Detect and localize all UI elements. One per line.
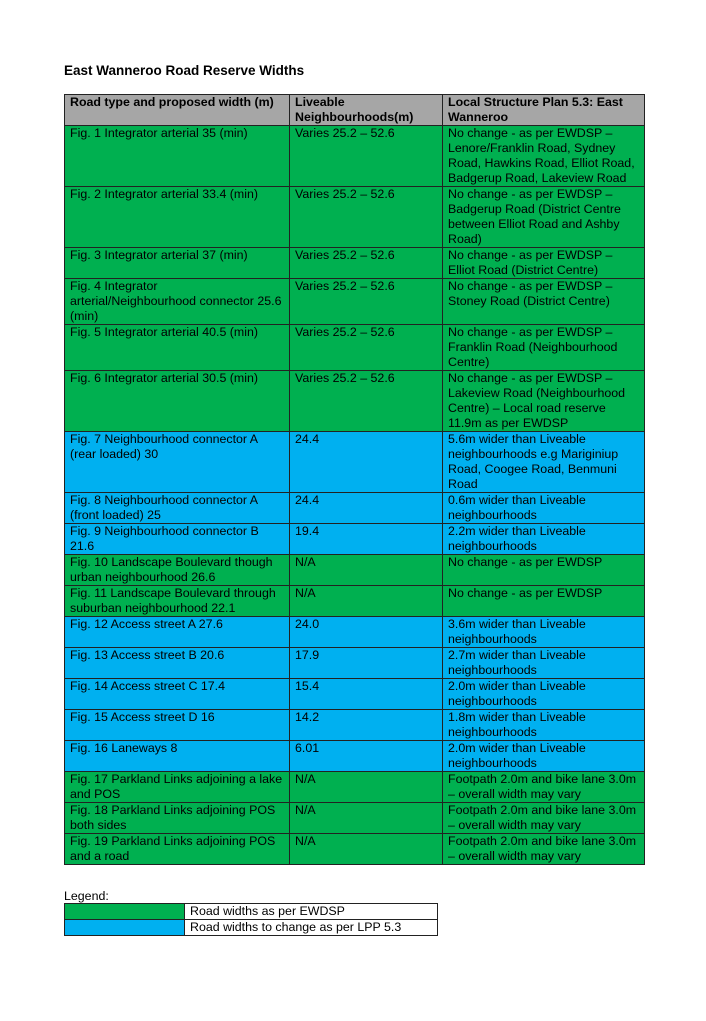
cell-lsp: 3.6m wider than Liveable neighbourhoods xyxy=(443,617,645,648)
cell-liveable: Varies 25.2 – 52.6 xyxy=(290,325,443,371)
cell-road-type: Fig. 2 Integrator arterial 33.4 (min) xyxy=(65,187,290,248)
legend-swatch-blue xyxy=(65,920,185,936)
cell-road-type: Fig. 12 Access street A 27.6 xyxy=(65,617,290,648)
cell-lsp: 2.7m wider than Liveable neighbourhoods xyxy=(443,648,645,679)
table-row xyxy=(65,126,645,187)
cell-lsp: 2.0m wider than Liveable neighbourhoods xyxy=(443,741,645,772)
header-local-structure-plan: Local Structure Plan 5.3: East Wanneroo xyxy=(443,95,645,126)
table-row xyxy=(65,617,645,648)
cell-lsp: No change - as per EWDSP – Stoney Road (District Centre) xyxy=(443,279,645,325)
cell-road-type: Fig. 6 Integrator arterial 30.5 (min) xyxy=(65,371,290,432)
legend-label: Road widths as per EWDSP xyxy=(185,904,438,920)
cell-road-type: Fig. 8 Neighbourhood connector A (front loaded) 25 xyxy=(65,493,290,524)
cell-road-type: Fig. 18 Parkland Links adjoining POS both sides xyxy=(65,803,290,834)
table-row xyxy=(65,648,645,679)
cell-road-type: Fig. 4 Integrator arterial/Neighbourhood connector 25.6 (min) xyxy=(65,279,290,325)
table-row xyxy=(65,432,645,493)
cell-liveable: N/A xyxy=(290,803,443,834)
cell-liveable: Varies 25.2 – 52.6 xyxy=(290,279,443,325)
cell-lsp: Footpath 2.0m and bike lane 3.0m – overall width may vary xyxy=(443,834,645,865)
cell-liveable: 24.4 xyxy=(290,432,443,493)
cell-lsp: No change - as per EWDSP – Badgerup Road (District Centre between Elliot Road and Ashby Road) xyxy=(443,187,645,248)
cell-road-type: Fig. 17 Parkland Links adjoining a lake and POS xyxy=(65,772,290,803)
cell-road-type: Fig. 11 Landscape Boulevard through suburban neighbourhood 22.1 xyxy=(65,586,290,617)
cell-liveable: N/A xyxy=(290,555,443,586)
table-row xyxy=(65,803,645,834)
cell-lsp: 1.8m wider than Liveable neighbourhoods xyxy=(443,710,645,741)
table-row xyxy=(65,493,645,524)
cell-lsp: No change - as per EWDSP xyxy=(443,555,645,586)
cell-lsp: No change - as per EWDSP – Lenore/Franklin Road, Sydney Road, Hawkins Road, Elliot Road, Badgerup Road, Lakeview Road xyxy=(443,126,645,187)
cell-lsp: 5.6m wider than Liveable neighbourhoods e.g Mariginiup Road, Coogee Road, Benmuni Road xyxy=(443,432,645,493)
cell-road-type: Fig. 16 Laneways 8 xyxy=(65,741,290,772)
table-row xyxy=(65,772,645,803)
legend-table xyxy=(64,903,438,936)
cell-road-type: Fig. 1 Integrator arterial 35 (min) xyxy=(65,126,290,187)
cell-lsp: 2.0m wider than Liveable neighbourhoods xyxy=(443,679,645,710)
cell-liveable: N/A xyxy=(290,772,443,803)
cell-liveable: Varies 25.2 – 52.6 xyxy=(290,248,443,279)
table-row xyxy=(65,741,645,772)
legend-title: Legend: xyxy=(64,889,109,903)
cell-lsp: No change - as per EWDSP xyxy=(443,586,645,617)
legend-row xyxy=(65,904,438,920)
cell-lsp: Footpath 2.0m and bike lane 3.0m – overall width may vary xyxy=(443,772,645,803)
table-row xyxy=(65,279,645,325)
cell-road-type: Fig. 7 Neighbourhood connector A (rear loaded) 30 xyxy=(65,432,290,493)
cell-lsp: No change - as per EWDSP – Lakeview Road (Neighbourhood Centre) – Local road reserve 11.9m as per EWDSP xyxy=(443,371,645,432)
table-row xyxy=(65,555,645,586)
cell-liveable: N/A xyxy=(290,834,443,865)
cell-liveable: 14.2 xyxy=(290,710,443,741)
cell-liveable: 19.4 xyxy=(290,524,443,555)
table-row xyxy=(65,325,645,371)
cell-liveable: 15.4 xyxy=(290,679,443,710)
cell-liveable: 17.9 xyxy=(290,648,443,679)
cell-road-type: Fig. 19 Parkland Links adjoining POS and a road xyxy=(65,834,290,865)
table-row xyxy=(65,586,645,617)
page-title: East Wanneroo Road Reserve Widths xyxy=(64,63,305,78)
legend-swatch-green xyxy=(65,904,185,920)
legend-row xyxy=(65,920,438,936)
header-liveable-neighbourhoods: Liveable Neighbourhoods(m) xyxy=(290,95,443,126)
cell-liveable: 24.0 xyxy=(290,617,443,648)
cell-road-type: Fig. 10 Landscape Boulevard though urban neighbourhood 26.6 xyxy=(65,555,290,586)
cell-road-type: Fig. 13 Access street B 20.6 xyxy=(65,648,290,679)
cell-road-type: Fig. 5 Integrator arterial 40.5 (min) xyxy=(65,325,290,371)
cell-lsp: No change - as per EWDSP – Franklin Road (Neighbourhood Centre) xyxy=(443,325,645,371)
cell-road-type: Fig. 9 Neighbourhood connector B 21.6 xyxy=(65,524,290,555)
cell-road-type: Fig. 15 Access street D 16 xyxy=(65,710,290,741)
cell-lsp: No change - as per EWDSP – Elliot Road (District Centre) xyxy=(443,248,645,279)
cell-lsp: Footpath 2.0m and bike lane 3.0m – overall width may vary xyxy=(443,803,645,834)
cell-lsp: 2.2m wider than Liveable neighbourhoods xyxy=(443,524,645,555)
legend-label: Road widths to change as per LPP 5.3 xyxy=(185,920,438,936)
cell-liveable: 24.4 xyxy=(290,493,443,524)
table-row xyxy=(65,524,645,555)
table-row xyxy=(65,834,645,865)
cell-liveable: Varies 25.2 – 52.6 xyxy=(290,187,443,248)
cell-liveable: 6.01 xyxy=(290,741,443,772)
header-road-type: Road type and proposed width (m) xyxy=(65,95,290,126)
table-body xyxy=(65,126,645,865)
cell-lsp: 0.6m wider than Liveable neighbourhoods xyxy=(443,493,645,524)
cell-liveable: Varies 25.2 – 52.6 xyxy=(290,371,443,432)
table-row xyxy=(65,710,645,741)
cell-liveable: Varies 25.2 – 52.6 xyxy=(290,126,443,187)
table-row xyxy=(65,248,645,279)
table-row xyxy=(65,187,645,248)
table-header-row xyxy=(65,95,645,126)
road-reserve-table xyxy=(64,94,645,865)
cell-liveable: N/A xyxy=(290,586,443,617)
cell-road-type: Fig. 3 Integrator arterial 37 (min) xyxy=(65,248,290,279)
table-row xyxy=(65,679,645,710)
table-row xyxy=(65,371,645,432)
cell-road-type: Fig. 14 Access street C 17.4 xyxy=(65,679,290,710)
